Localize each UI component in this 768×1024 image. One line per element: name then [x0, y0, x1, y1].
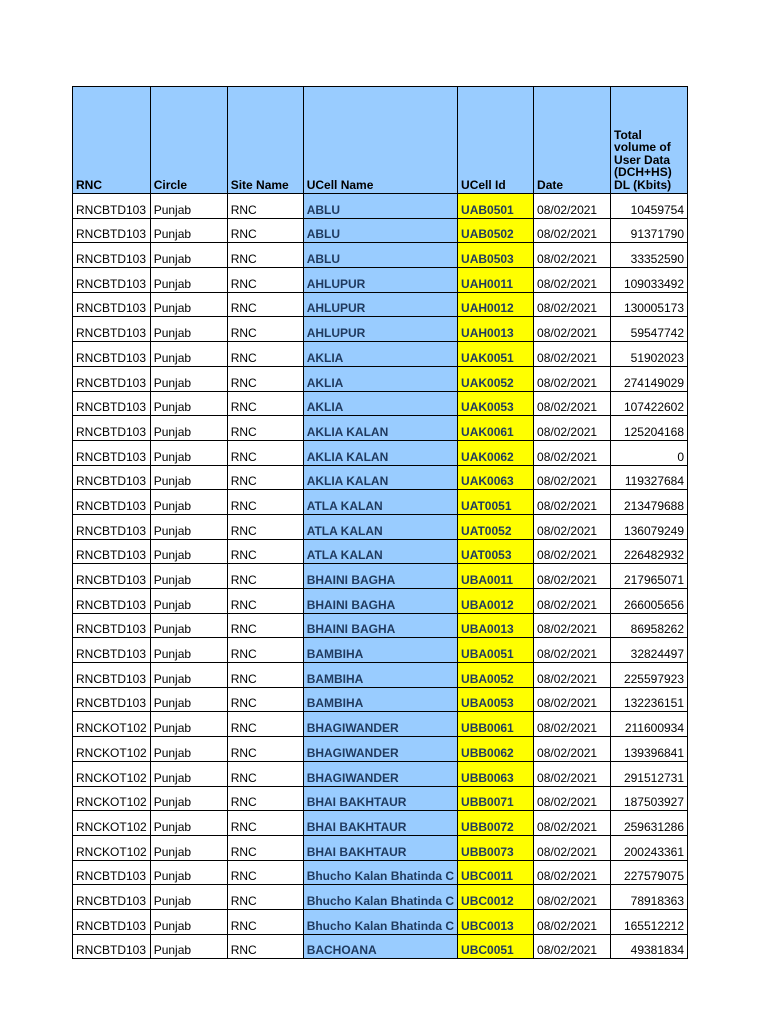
date-cell: 08/02/2021	[534, 539, 611, 564]
site-name-cell: RNC	[227, 687, 303, 712]
rnc-cell: RNCBTD103	[73, 243, 151, 268]
rnc-cell: RNCBTD103	[73, 292, 151, 317]
rnc-cell: RNCBTD103	[73, 687, 151, 712]
ucell-name: Bhucho Kalan Bhatinda C	[303, 860, 457, 885]
circle-cell: Punjab	[150, 638, 227, 663]
date-cell: 08/02/2021	[534, 416, 611, 441]
circle-cell: Punjab	[150, 194, 227, 219]
total-volume-cell: 0	[611, 440, 688, 465]
circle-cell: Punjab	[150, 737, 227, 762]
table-row	[73, 737, 688, 762]
ucell-id: UAK0063	[458, 465, 534, 490]
date-cell: 08/02/2021	[534, 761, 611, 786]
total-volume-cell: 213479688	[611, 490, 688, 515]
circle-cell: Punjab	[150, 811, 227, 836]
ucell-name: Bhucho Kalan Bhatinda C	[303, 909, 457, 934]
rnc-cell: RNCBTD103	[73, 934, 151, 959]
table-body	[73, 194, 688, 959]
site-name-cell: RNC	[227, 391, 303, 416]
date-cell: 08/02/2021	[534, 835, 611, 860]
ucell-id: UAT0051	[458, 490, 534, 515]
ucell-name: ATLA KALAN	[303, 539, 457, 564]
circle-cell: Punjab	[150, 712, 227, 737]
ucell-id: UAH0012	[458, 292, 534, 317]
table-row	[73, 218, 688, 243]
date-cell: 08/02/2021	[534, 860, 611, 885]
data-table	[72, 86, 688, 959]
ucell-id: UBA0013	[458, 613, 534, 638]
table-row	[73, 366, 688, 391]
rnc-cell: RNCKOT102	[73, 786, 151, 811]
circle-cell: Punjab	[150, 416, 227, 441]
total-volume-cell: 211600934	[611, 712, 688, 737]
rnc-cell: RNCBTD103	[73, 885, 151, 910]
table-row	[73, 687, 688, 712]
header-total-volume: Total volume of User Data (DCH+HS) DL (Kbits)	[611, 87, 688, 194]
table-row	[73, 564, 688, 589]
ucell-id: UBC0012	[458, 885, 534, 910]
date-cell: 08/02/2021	[534, 712, 611, 737]
table-row	[73, 934, 688, 959]
date-cell: 08/02/2021	[534, 514, 611, 539]
circle-cell: Punjab	[150, 514, 227, 539]
rnc-cell: RNCBTD103	[73, 490, 151, 515]
table-row	[73, 663, 688, 688]
total-volume-cell: 226482932	[611, 539, 688, 564]
ucell-id: UBA0052	[458, 663, 534, 688]
circle-cell: Punjab	[150, 292, 227, 317]
date-cell: 08/02/2021	[534, 218, 611, 243]
date-cell: 08/02/2021	[534, 589, 611, 614]
circle-cell: Punjab	[150, 860, 227, 885]
date-cell: 08/02/2021	[534, 366, 611, 391]
circle-cell: Punjab	[150, 243, 227, 268]
ucell-id: UAK0062	[458, 440, 534, 465]
site-name-cell: RNC	[227, 194, 303, 219]
site-name-cell: RNC	[227, 712, 303, 737]
rnc-cell: RNCKOT102	[73, 835, 151, 860]
total-volume-cell: 107422602	[611, 391, 688, 416]
table-row	[73, 292, 688, 317]
header-row	[73, 87, 688, 194]
site-name-cell: RNC	[227, 292, 303, 317]
ucell-name: AKLIA KALAN	[303, 416, 457, 441]
total-volume-cell: 130005173	[611, 292, 688, 317]
circle-cell: Punjab	[150, 268, 227, 293]
circle-cell: Punjab	[150, 440, 227, 465]
ucell-id: UAB0502	[458, 218, 534, 243]
table-row	[73, 835, 688, 860]
circle-cell: Punjab	[150, 909, 227, 934]
site-name-cell: RNC	[227, 416, 303, 441]
date-cell: 08/02/2021	[534, 194, 611, 219]
circle-cell: Punjab	[150, 786, 227, 811]
total-volume-cell: 136079249	[611, 514, 688, 539]
table-row	[73, 342, 688, 367]
rnc-cell: RNCBTD103	[73, 465, 151, 490]
ucell-id: UAH0013	[458, 317, 534, 342]
ucell-id: UAB0501	[458, 194, 534, 219]
rnc-cell: RNCBTD103	[73, 663, 151, 688]
total-volume-cell: 119327684	[611, 465, 688, 490]
circle-cell: Punjab	[150, 663, 227, 688]
total-volume-cell: 225597923	[611, 663, 688, 688]
ucell-id: UBB0073	[458, 835, 534, 860]
ucell-name: BHAINI BAGHA	[303, 589, 457, 614]
date-cell: 08/02/2021	[534, 317, 611, 342]
ucell-name: BAMBIHA	[303, 638, 457, 663]
table-row	[73, 638, 688, 663]
table-row	[73, 539, 688, 564]
circle-cell: Punjab	[150, 218, 227, 243]
total-volume-cell: 200243361	[611, 835, 688, 860]
ucell-name: AKLIA	[303, 366, 457, 391]
rnc-cell: RNCBTD103	[73, 589, 151, 614]
site-name-cell: RNC	[227, 218, 303, 243]
rnc-cell: RNCKOT102	[73, 811, 151, 836]
total-volume-cell: 91371790	[611, 218, 688, 243]
total-volume-cell: 266005656	[611, 589, 688, 614]
table-row	[73, 416, 688, 441]
rnc-cell: RNCBTD103	[73, 342, 151, 367]
date-cell: 08/02/2021	[534, 811, 611, 836]
total-volume-cell: 259631286	[611, 811, 688, 836]
ucell-name: ABLU	[303, 243, 457, 268]
ucell-id: UBB0062	[458, 737, 534, 762]
table-row	[73, 490, 688, 515]
date-cell: 08/02/2021	[534, 268, 611, 293]
ucell-id: UAT0052	[458, 514, 534, 539]
site-name-cell: RNC	[227, 761, 303, 786]
ucell-id: UBA0011	[458, 564, 534, 589]
total-volume-cell: 274149029	[611, 366, 688, 391]
ucell-name: ABLU	[303, 194, 457, 219]
site-name-cell: RNC	[227, 860, 303, 885]
circle-cell: Punjab	[150, 490, 227, 515]
date-cell: 08/02/2021	[534, 613, 611, 638]
rnc-cell: RNCBTD103	[73, 539, 151, 564]
date-cell: 08/02/2021	[534, 342, 611, 367]
site-name-cell: RNC	[227, 514, 303, 539]
ucell-name: BAMBIHA	[303, 663, 457, 688]
site-name-cell: RNC	[227, 934, 303, 959]
circle-cell: Punjab	[150, 613, 227, 638]
circle-cell: Punjab	[150, 934, 227, 959]
rnc-cell: RNCBTD103	[73, 613, 151, 638]
ucell-name: BHAI BAKHTAUR	[303, 835, 457, 860]
site-name-cell: RNC	[227, 811, 303, 836]
date-cell: 08/02/2021	[534, 909, 611, 934]
ucell-id: UAT0053	[458, 539, 534, 564]
ucell-name: BHAINI BAGHA	[303, 564, 457, 589]
rnc-cell: RNCBTD103	[73, 638, 151, 663]
table-row	[73, 712, 688, 737]
ucell-name: BHAINI BAGHA	[303, 613, 457, 638]
rnc-cell: RNCBTD103	[73, 514, 151, 539]
site-name-cell: RNC	[227, 613, 303, 638]
date-cell: 08/02/2021	[534, 687, 611, 712]
date-cell: 08/02/2021	[534, 638, 611, 663]
ucell-id: UAK0052	[458, 366, 534, 391]
rnc-cell: RNCBTD103	[73, 909, 151, 934]
table-row	[73, 786, 688, 811]
ucell-name: AHLUPUR	[303, 317, 457, 342]
ucell-id: UBA0012	[458, 589, 534, 614]
total-volume-cell: 139396841	[611, 737, 688, 762]
total-volume-cell: 132236151	[611, 687, 688, 712]
total-volume-cell: 78918363	[611, 885, 688, 910]
site-name-cell: RNC	[227, 909, 303, 934]
total-volume-cell: 291512731	[611, 761, 688, 786]
site-name-cell: RNC	[227, 366, 303, 391]
site-name-cell: RNC	[227, 539, 303, 564]
table-row	[73, 391, 688, 416]
site-name-cell: RNC	[227, 342, 303, 367]
table-row	[73, 860, 688, 885]
ucell-name: ABLU	[303, 218, 457, 243]
total-volume-cell: 32824497	[611, 638, 688, 663]
date-cell: 08/02/2021	[534, 564, 611, 589]
total-volume-cell: 217965071	[611, 564, 688, 589]
ucell-name: Bhucho Kalan Bhatinda C	[303, 885, 457, 910]
total-volume-cell: 109033492	[611, 268, 688, 293]
table-row	[73, 194, 688, 219]
rnc-cell: RNCBTD103	[73, 440, 151, 465]
date-cell: 08/02/2021	[534, 292, 611, 317]
total-volume-cell: 125204168	[611, 416, 688, 441]
circle-cell: Punjab	[150, 391, 227, 416]
ucell-name: BAMBIHA	[303, 687, 457, 712]
circle-cell: Punjab	[150, 564, 227, 589]
date-cell: 08/02/2021	[534, 440, 611, 465]
ucell-name: ATLA KALAN	[303, 514, 457, 539]
site-name-cell: RNC	[227, 317, 303, 342]
site-name-cell: RNC	[227, 589, 303, 614]
ucell-id: UBB0063	[458, 761, 534, 786]
site-name-cell: RNC	[227, 737, 303, 762]
rnc-cell: RNCBTD103	[73, 391, 151, 416]
circle-cell: Punjab	[150, 761, 227, 786]
ucell-name: BACHOANA	[303, 934, 457, 959]
ucell-id: UAK0051	[458, 342, 534, 367]
table-row	[73, 243, 688, 268]
rnc-cell: RNCBTD103	[73, 366, 151, 391]
total-volume-cell: 51902023	[611, 342, 688, 367]
site-name-cell: RNC	[227, 564, 303, 589]
site-name-cell: RNC	[227, 835, 303, 860]
table-row	[73, 440, 688, 465]
ucell-id: UAH0011	[458, 268, 534, 293]
ucell-id: UBB0072	[458, 811, 534, 836]
rnc-cell: RNCBTD103	[73, 268, 151, 293]
site-name-cell: RNC	[227, 268, 303, 293]
ucell-name: AHLUPUR	[303, 292, 457, 317]
ucell-id: UAB0503	[458, 243, 534, 268]
circle-cell: Punjab	[150, 366, 227, 391]
ucell-name: AKLIA	[303, 342, 457, 367]
ucell-name: BHAGIWANDER	[303, 761, 457, 786]
ucell-name: AKLIA KALAN	[303, 465, 457, 490]
header-date: Date	[534, 87, 611, 194]
ucell-id: UBC0011	[458, 860, 534, 885]
ucell-id: UBA0051	[458, 638, 534, 663]
ucell-name: BHAI BAKHTAUR	[303, 811, 457, 836]
site-name-cell: RNC	[227, 465, 303, 490]
table-row	[73, 589, 688, 614]
rnc-cell: RNCBTD103	[73, 317, 151, 342]
circle-cell: Punjab	[150, 539, 227, 564]
circle-cell: Punjab	[150, 589, 227, 614]
total-volume-cell: 227579075	[611, 860, 688, 885]
total-volume-cell: 49381834	[611, 934, 688, 959]
ucell-name: BHAGIWANDER	[303, 737, 457, 762]
rnc-cell: RNCKOT102	[73, 761, 151, 786]
header-site-name: Site Name	[227, 87, 303, 194]
total-volume-cell: 33352590	[611, 243, 688, 268]
total-volume-cell: 59547742	[611, 317, 688, 342]
site-name-cell: RNC	[227, 786, 303, 811]
table-row	[73, 885, 688, 910]
date-cell: 08/02/2021	[534, 786, 611, 811]
table-row	[73, 909, 688, 934]
date-cell: 08/02/2021	[534, 885, 611, 910]
ucell-name: BHAGIWANDER	[303, 712, 457, 737]
date-cell: 08/02/2021	[534, 391, 611, 416]
table-row	[73, 268, 688, 293]
site-name-cell: RNC	[227, 638, 303, 663]
rnc-cell: RNCBTD103	[73, 218, 151, 243]
circle-cell: Punjab	[150, 465, 227, 490]
rnc-cell: RNCBTD103	[73, 194, 151, 219]
ucell-name: BHAI BAKHTAUR	[303, 786, 457, 811]
total-volume-cell: 165512212	[611, 909, 688, 934]
table-row	[73, 514, 688, 539]
site-name-cell: RNC	[227, 490, 303, 515]
site-name-cell: RNC	[227, 885, 303, 910]
header-circle: Circle	[150, 87, 227, 194]
ucell-name: AHLUPUR	[303, 268, 457, 293]
rnc-cell: RNCBTD103	[73, 564, 151, 589]
ucell-id: UAK0061	[458, 416, 534, 441]
date-cell: 08/02/2021	[534, 490, 611, 515]
date-cell: 08/02/2021	[534, 663, 611, 688]
site-name-cell: RNC	[227, 243, 303, 268]
table-row	[73, 613, 688, 638]
header-ucell-id: UCell Id	[458, 87, 534, 194]
circle-cell: Punjab	[150, 342, 227, 367]
date-cell: 08/02/2021	[534, 465, 611, 490]
rnc-cell: RNCKOT102	[73, 712, 151, 737]
header-rnc: RNC	[73, 87, 151, 194]
site-name-cell: RNC	[227, 440, 303, 465]
circle-cell: Punjab	[150, 885, 227, 910]
ucell-name: AKLIA	[303, 391, 457, 416]
ucell-id: UBB0061	[458, 712, 534, 737]
table-row	[73, 465, 688, 490]
ucell-id: UBB0071	[458, 786, 534, 811]
site-name-cell: RNC	[227, 663, 303, 688]
total-volume-cell: 187503927	[611, 786, 688, 811]
ucell-name: AKLIA KALAN	[303, 440, 457, 465]
ucell-id: UBA0053	[458, 687, 534, 712]
date-cell: 08/02/2021	[534, 243, 611, 268]
table-row	[73, 811, 688, 836]
circle-cell: Punjab	[150, 317, 227, 342]
table-row	[73, 317, 688, 342]
rnc-cell: RNCBTD103	[73, 860, 151, 885]
date-cell: 08/02/2021	[534, 737, 611, 762]
table-row	[73, 761, 688, 786]
header-ucell-name: UCell Name	[303, 87, 457, 194]
total-volume-cell: 10459754	[611, 194, 688, 219]
ucell-id: UBC0013	[458, 909, 534, 934]
circle-cell: Punjab	[150, 687, 227, 712]
ucell-name: ATLA KALAN	[303, 490, 457, 515]
rnc-cell: RNCBTD103	[73, 416, 151, 441]
ucell-id: UAK0053	[458, 391, 534, 416]
date-cell: 08/02/2021	[534, 934, 611, 959]
ucell-id: UBC0051	[458, 934, 534, 959]
rnc-cell: RNCKOT102	[73, 737, 151, 762]
circle-cell: Punjab	[150, 835, 227, 860]
total-volume-cell: 86958262	[611, 613, 688, 638]
